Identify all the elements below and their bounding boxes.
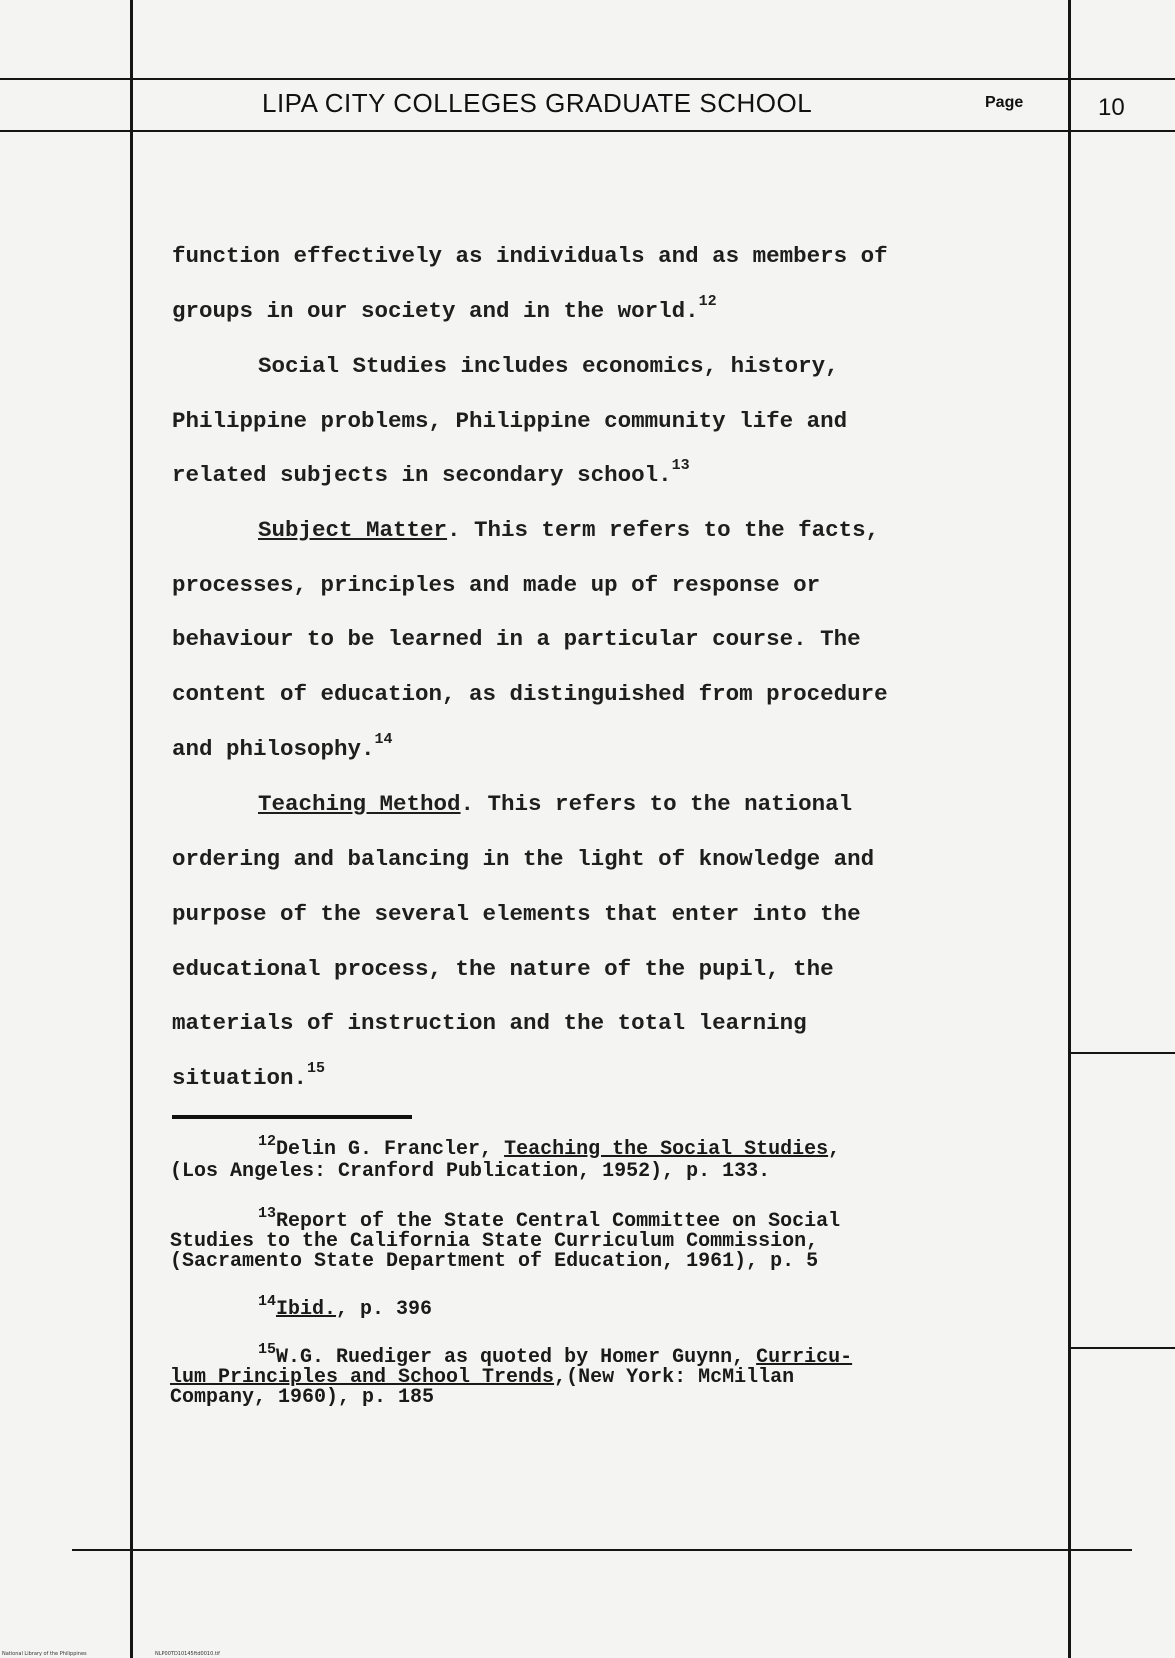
paragraph-4-line-1-rest: . This refers to the national <box>460 791 853 817</box>
paragraph-4-line-2: ordering and balancing in the light of knowledge and <box>172 846 875 872</box>
paragraph-3-line-4: content of education, as distinguished from procedure <box>172 681 888 707</box>
footnote-ref-12: 12 <box>698 293 717 310</box>
footnote-15-line-1 <box>258 1341 853 1369</box>
right-margin-rule <box>1068 0 1071 1658</box>
paragraph-3-line-3: behaviour to be learned in a particular course. The <box>172 626 861 652</box>
paragraph-4-line-3: purpose of the several elements that enter into the <box>172 901 861 927</box>
paragraph-4-line-1 <box>258 791 852 817</box>
footnote-15-title-part-2: lum Principles and School Trends <box>170 1366 555 1389</box>
footnote-ref-13: 13 <box>671 457 690 474</box>
paragraph-4-line-5: materials of instruction and the total learning <box>172 1010 807 1036</box>
page-header-title: LIPA CITY COLLEGES GRADUATE SCHOOL <box>262 88 813 118</box>
footnote-14-line-1 <box>258 1293 433 1321</box>
scan-filename: NLP00TD10145ftd0010.tif <box>155 1651 220 1657</box>
footnote-14-ibid: Ibid. <box>276 1298 337 1321</box>
footnote-15-title-part-1: Curricu- <box>756 1346 853 1369</box>
footnote-15-text: W.G. Ruediger as quoted by Homer Guynn, <box>276 1346 757 1369</box>
footnote-13-line-2: Studies to the California State Curriculum Commission, <box>170 1230 819 1253</box>
footnote-ref-15: 15 <box>307 1060 326 1077</box>
paragraph-2-line-3 <box>172 457 690 488</box>
paragraph-1-line-1: function effectively as individuals and as members of <box>172 243 888 269</box>
paragraph-3-line-1 <box>258 517 879 543</box>
footnote-12-line-1 <box>258 1133 841 1161</box>
header-top-rule <box>0 78 1175 80</box>
paragraph-3-line-5 <box>172 731 393 762</box>
paragraph-4-line-4: educational process, the nature of the pupil, the <box>172 956 834 982</box>
right-column-rule-2 <box>1068 1347 1175 1349</box>
paragraph-4-line-6 <box>172 1060 326 1091</box>
right-column-rule-1 <box>1068 1052 1175 1054</box>
footnote-15-number: 15 <box>258 1341 277 1358</box>
footnote-15-publisher: ,(New York: McMillan <box>554 1366 795 1389</box>
footnote-13-number: 13 <box>258 1205 277 1222</box>
footnote-12-author: Delin G. Francler, <box>276 1138 505 1161</box>
footnote-ref-14: 14 <box>374 731 393 748</box>
footnote-13-text: Report of the State Central Committee on Social <box>276 1210 841 1233</box>
scan-credit: National Library of the Philippines <box>2 1651 87 1657</box>
footnote-12-book-title: Teaching the Social Studies <box>504 1138 829 1161</box>
footnote-separator <box>172 1115 412 1119</box>
left-margin-rule <box>130 0 133 1658</box>
footer-rule <box>72 1549 1132 1551</box>
term-teaching-method: Teaching Method <box>258 791 461 817</box>
paragraph-3-line-1-rest: . This term refers to the facts, <box>447 517 880 543</box>
paragraph-3-line-2: processes, principles and made up of response or <box>172 572 821 598</box>
paragraph-2-line-2: Philippine problems, Philippine community life and <box>172 408 848 434</box>
header-bottom-rule <box>0 130 1175 132</box>
page-number: 10 <box>1098 94 1125 121</box>
page-label: Page <box>985 94 1024 111</box>
footnote-12-line-2: (Los Angeles: Cranford Publication, 1952), p. 133. <box>170 1160 771 1183</box>
paragraph-3-text: and philosophy. <box>172 736 375 762</box>
paragraph-1-line-2 <box>172 293 717 324</box>
footnote-13-line-3: (Sacramento State Department of Education, 1961), p. 5 <box>170 1250 819 1273</box>
paragraph-2-line-1: Social Studies includes economics, history, <box>258 353 839 379</box>
footnote-15-line-2 <box>170 1368 794 1388</box>
footnote-14-page: , p. 396 <box>336 1298 433 1321</box>
paragraph-2-text: related subjects in secondary school. <box>172 462 672 488</box>
paragraph-1-text: groups in our society and in the world. <box>172 298 699 324</box>
footnote-14-number: 14 <box>258 1293 277 1310</box>
term-subject-matter: Subject Matter <box>258 517 448 543</box>
footnote-12-comma: , <box>828 1138 841 1161</box>
footnote-15-line-3: Company, 1960), p. 185 <box>170 1386 435 1409</box>
footnote-12-number: 12 <box>258 1133 277 1150</box>
paragraph-4-text: situation. <box>172 1065 308 1091</box>
footnote-13-line-1 <box>258 1205 841 1233</box>
